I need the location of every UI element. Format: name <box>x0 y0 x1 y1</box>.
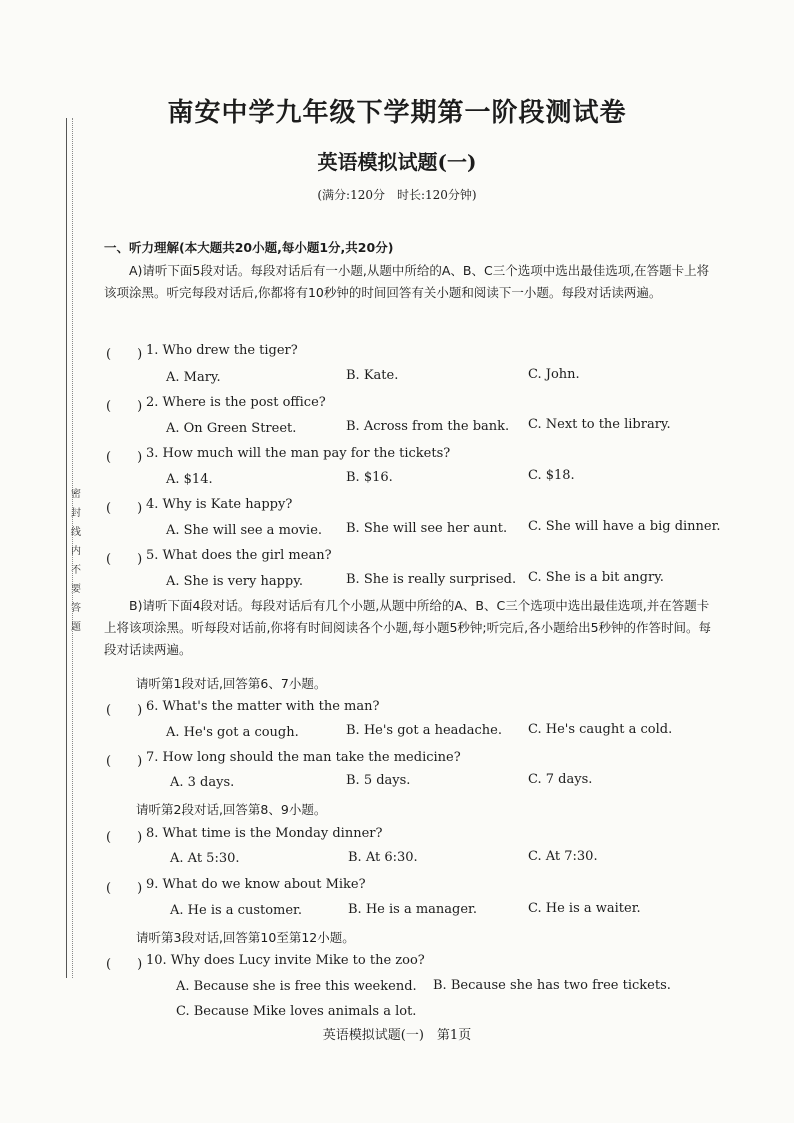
option-c: C. $18. <box>528 468 575 483</box>
option-a: A. At 5:30. <box>170 851 240 866</box>
question-text: 9. What do we know about Mike? <box>146 877 366 892</box>
option-c: C. She is a bit angry. <box>528 570 664 585</box>
question-text: 7. How long should the man take the medicine? <box>146 750 461 765</box>
option-c: C. Because Mike loves animals a lot. <box>176 1004 417 1019</box>
answer-bracket[interactable]: ( ) <box>106 703 143 718</box>
section-heading: 一、听力理解(本大题共20小题,每小题1分,共20分) <box>104 240 394 255</box>
question-text: 3. How much will the man pay for the tickets? <box>146 446 451 461</box>
option-b: B. He is a manager. <box>348 902 477 917</box>
option-a: A. He's got a cough. <box>166 725 299 740</box>
option-c: C. He's caught a cold. <box>528 722 673 737</box>
dialog-3-note: 请听第3段对话,回答第10至第12小题。 <box>136 930 355 945</box>
option-a: A. He is a customer. <box>170 903 302 918</box>
option-b: B. $16. <box>346 470 393 485</box>
option-b: B. At 6:30. <box>348 850 418 865</box>
option-c: C. He is a waiter. <box>528 901 641 916</box>
part-b-instructions: B)请听下面4段对话。每段对话后有几个小题,从题中所给的A、B、C三个选项中选出最佳选项,并在答题卡上将该项涂黑。听每段对话前,你将有时间阅读各个小题,每小题5秒钟;听完后,各小题给出5秒钟的作答时间。每段对话读两遍。 <box>104 598 712 657</box>
option-c: C. John. <box>528 367 580 382</box>
question-text: 4. Why is Kate happy? <box>146 497 293 512</box>
answer-bracket[interactable]: ( ) <box>106 501 143 516</box>
page-footer: 英语模拟试题(一) 第1页 <box>322 1028 472 1043</box>
seal-line-note: 密封线内不要答题 <box>71 489 81 633</box>
option-b: B. 5 days. <box>346 773 411 788</box>
answer-bracket[interactable]: ( ) <box>106 450 143 465</box>
binding-line <box>66 118 67 978</box>
option-b: B. Because she has two free tickets. <box>433 978 671 993</box>
question-text: 2. Where is the post office? <box>146 395 326 410</box>
option-b: B. She will see her aunt. <box>346 521 508 536</box>
answer-bracket[interactable]: ( ) <box>106 830 143 845</box>
option-a: A. 3 days. <box>170 775 235 790</box>
option-c: C. She will have a big dinner. <box>528 519 721 534</box>
option-a: A. $14. <box>166 472 213 487</box>
option-a: A. On Green Street. <box>166 421 297 436</box>
answer-bracket[interactable]: ( ) <box>106 552 143 567</box>
question-text: 10. Why does Lucy invite Mike to the zoo? <box>146 953 425 968</box>
exam-subtitle: 英语模拟试题(一) <box>317 150 477 174</box>
option-a: A. She is very happy. <box>166 574 303 589</box>
option-c: C. At 7:30. <box>528 849 598 864</box>
question-text: 1. Who drew the tiger? <box>146 343 298 358</box>
answer-bracket[interactable]: ( ) <box>106 399 143 414</box>
question-text: 8. What time is the Monday dinner? <box>146 826 383 841</box>
exam-info: (满分:120分 时长:120分钟) <box>317 188 477 202</box>
exam-title: 南安中学九年级下学期第一阶段测试卷 <box>167 98 627 128</box>
dialog-1-note: 请听第1段对话,回答第6、7小题。 <box>136 676 327 691</box>
option-b: B. She is really surprised. <box>346 572 517 587</box>
option-b: B. Across from the bank. <box>346 419 510 434</box>
answer-bracket[interactable]: ( ) <box>106 754 143 769</box>
option-b: B. Kate. <box>346 368 399 383</box>
question-text: 5. What does the girl mean? <box>146 548 332 563</box>
answer-bracket[interactable]: ( ) <box>106 881 143 896</box>
answer-bracket[interactable]: ( ) <box>106 957 143 972</box>
option-b: B. He's got a headache. <box>346 723 502 738</box>
question-text: 6. What's the matter with the man? <box>146 699 380 714</box>
option-a: A. Because she is free this weekend. <box>176 979 417 994</box>
option-c: C. Next to the library. <box>528 417 671 432</box>
option-a: A. Mary. <box>166 370 221 385</box>
dialog-2-note: 请听第2段对话,回答第8、9小题。 <box>136 802 327 817</box>
part-a-instructions: A)请听下面5段对话。每段对话后有一小题,从题中所给的A、B、C三个选项中选出最佳选项,在答题卡上将该项涂黑。听完每段对话后,你都将有10秒钟的时间回答有关小题和阅读下一小题。每段对话读两遍。 <box>104 263 710 300</box>
option-c: C. 7 days. <box>528 772 593 787</box>
answer-bracket[interactable]: ( ) <box>106 347 143 362</box>
option-a: A. She will see a movie. <box>166 523 323 538</box>
